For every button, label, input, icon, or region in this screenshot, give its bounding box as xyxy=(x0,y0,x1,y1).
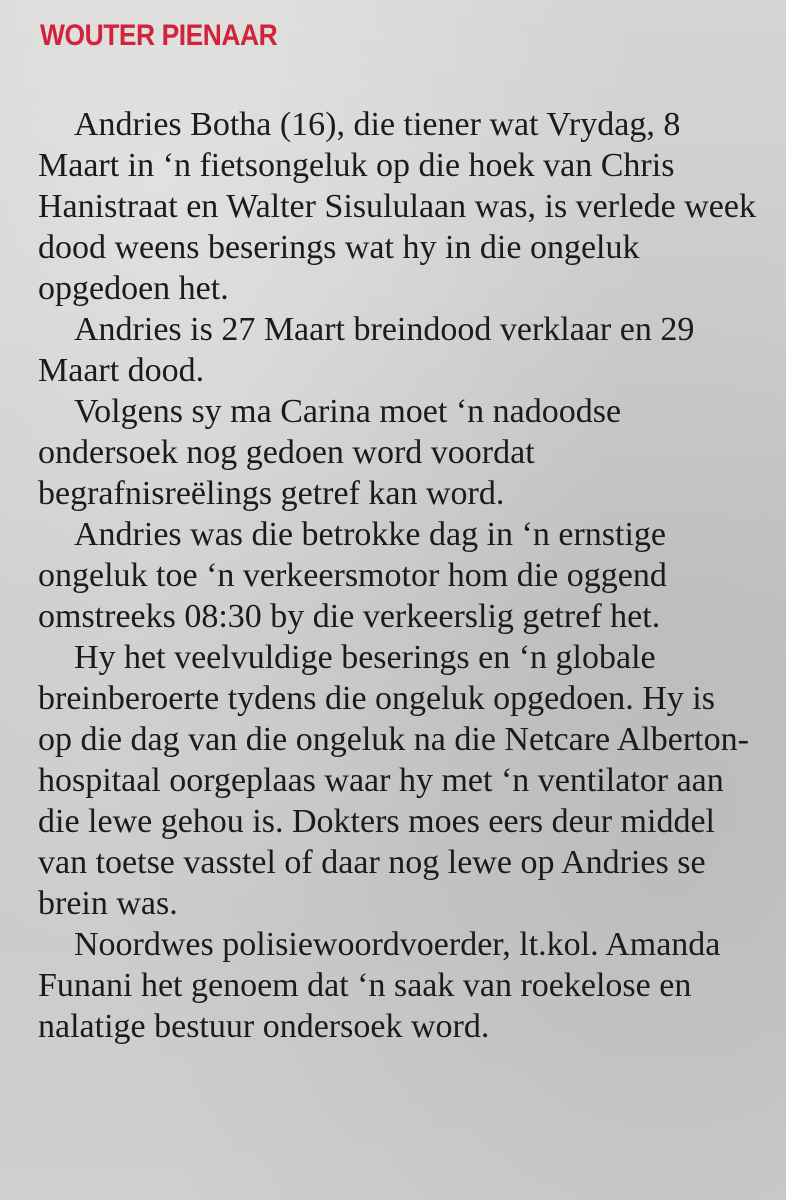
author-byline: WOUTER PIENAAR xyxy=(40,19,278,52)
article-paragraph: Hy het veelvuldige beserings en ‘n globale breinberoerte tydens die ongeluk opgedoen. Hy is op die dag van die ongeluk na die Netcare Alberton-hospitaal oorgeplaas waar hy met ‘n ventilator aan die lewe gehou is. Dokters moes eers deur middel van toetse vasstel of daar nog lewe op Andries se brein was. xyxy=(38,639,749,922)
article-paragraph: Andries is 27 Maart breindood verklaar en 29 Maart dood. xyxy=(38,311,695,389)
article-paragraph: Volgens sy ma Carina moet ‘n nadoodse ondersoek nog gedoen word voordat begrafnisreëlings getref kan word. xyxy=(38,393,622,512)
article-body xyxy=(38,104,756,1047)
article-paragraph: Noordwes polisiewoordvoerder, lt.kol. Amanda Funani het genoem dat ‘n saak van roekelose en nalatige bestuur ondersoek word. xyxy=(38,926,721,1045)
article-paragraph: Andries Botha (16), die tiener wat Vrydag, 8 Maart in ‘n fietsongeluk op die hoek van Chris Hanistraat en Walter Sisululaan was, is verlede week dood weens beserings wat hy in die ongeluk opgedoen het. xyxy=(38,106,756,307)
article-paragraph: Andries was die betrokke dag in ‘n ernstige ongeluk toe ‘n verkeersmotor hom die oggend omstreeks 08:30 by die verkeerslig getref het. xyxy=(38,516,667,635)
